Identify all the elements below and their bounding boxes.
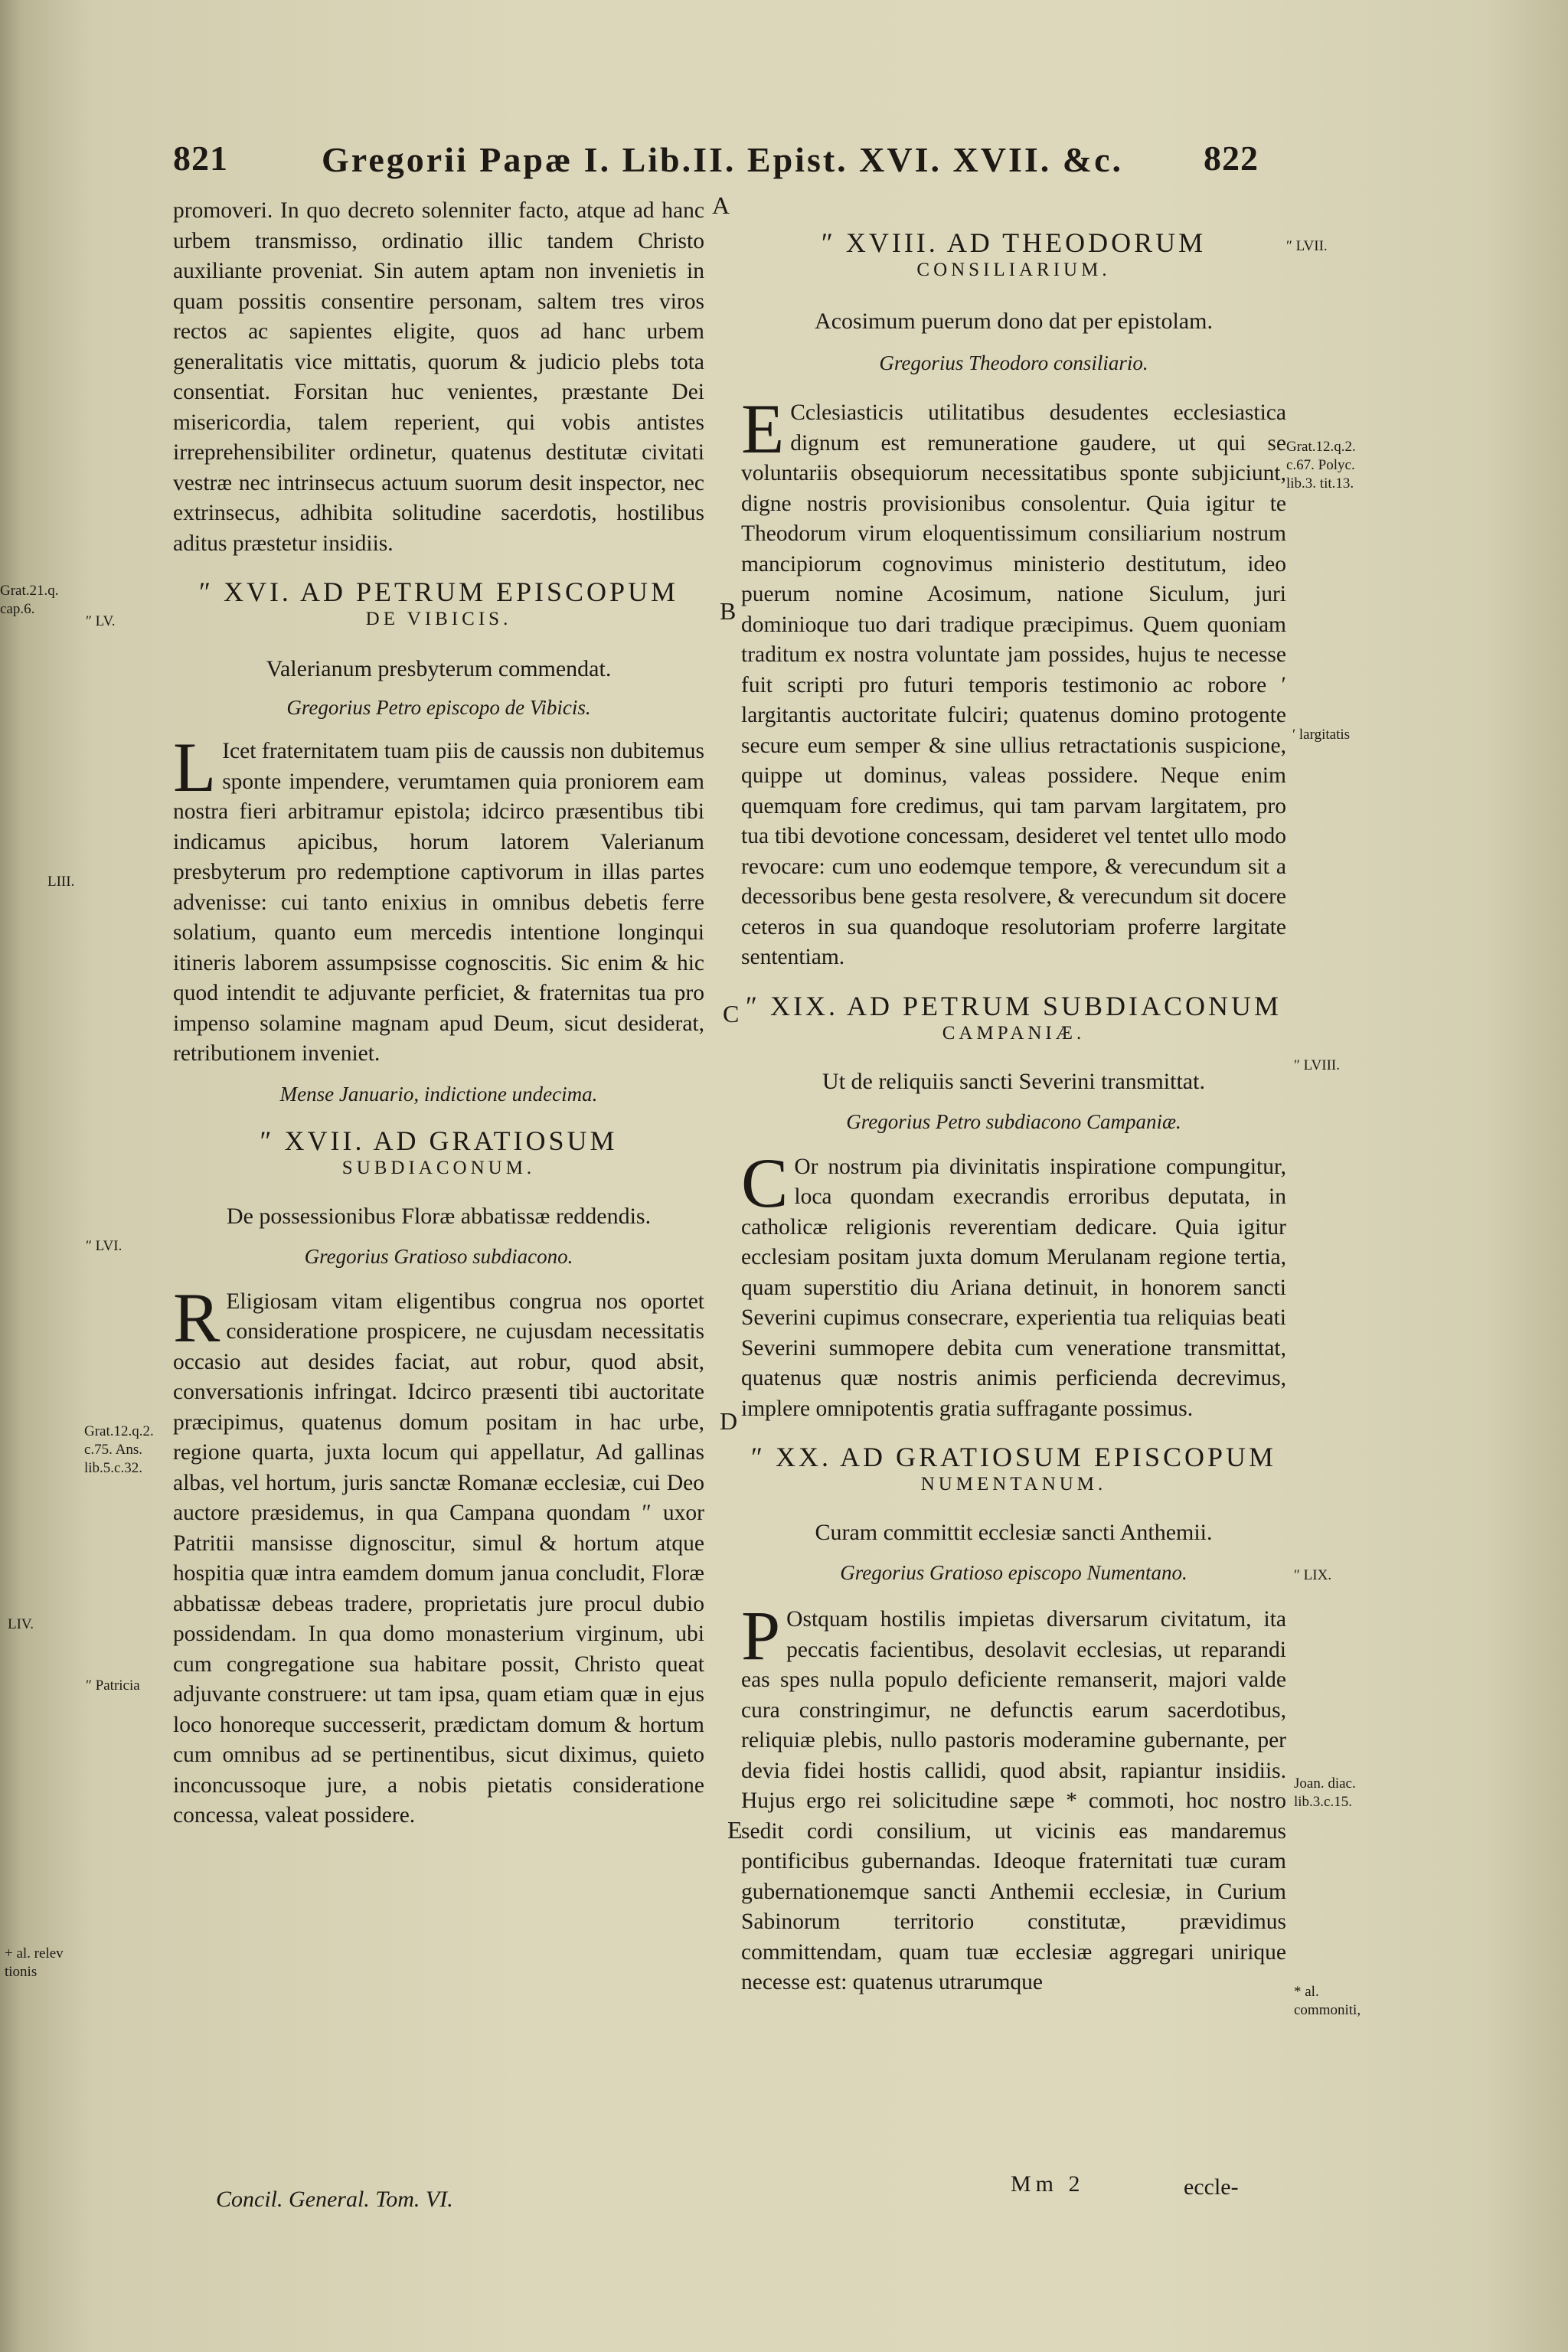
epistle-18-summary: Acosimum puerum dono dat per epistolam.	[815, 309, 1213, 334]
margin-note-liii: LIII.	[47, 874, 75, 890]
epistle-19-summary: Ut de reliquiis sancti Severini transmittat.	[822, 1068, 1205, 1094]
footer-signature: Concil. General. Tom. VI.	[216, 2187, 453, 2212]
epistle-19-subtitle: CAMPANIÆ.	[942, 1022, 1086, 1044]
margin-note-al-relev: + al. relev tionis	[5, 1945, 64, 1980]
epistle-16-body	[173, 728, 704, 1070]
running-title: Gregorii Papæ I. Lib.II. Epist. XVI. XVII. &c.	[322, 140, 1123, 179]
left-column	[173, 196, 704, 1831]
margin-note-lvii: ″ LVII.	[1286, 238, 1328, 254]
margin-note-grat-12-left: Grat.12.q.2. c.75. Ans. lib.5.c.32.	[84, 1423, 154, 1476]
epistle-19-salutation: Gregorius Petro subdiacono Campaniæ.	[846, 1109, 1181, 1133]
section-letter-b: B	[720, 597, 737, 625]
margin-note-lviii: ″ LVIII.	[1294, 1057, 1340, 1073]
epistle-20-body	[741, 1596, 1286, 1998]
epistle-17-title: ″ XVII. AD GRATIOSUM	[260, 1125, 618, 1156]
section-letter-a: A	[712, 191, 730, 219]
epistle-17-body	[173, 1278, 704, 1831]
epistle-17-salutation: Gregorius Gratioso subdiacono.	[304, 1244, 573, 1268]
epistle-19-title: ″ XIX. AD PETRUM SUBDIACONUM	[745, 990, 1282, 1021]
margin-note-grat-21: Grat.21.q. cap.6.	[0, 583, 59, 617]
epistle-19-text: Or nostrum pia divinitatis inspiratione compungitur, loca quondam execrandis erroribus deputata, in catholicæ religionis reverentiam dedicare. Quia igitur ecclesiam positam juxta domum Merulanam regione tertia, quam superstitio diu Ariana detinuit, in honorem sancti Severini cupimus consecrare, experientia tua reliquias beati Severini summopere debita cum veneratione transmittat, quatenus quæ nostris animis perficienda decrevimus, implere omnipotentis gratia suffragante possimus.	[741, 1154, 1286, 1421]
margin-note-lv: ″ LV.	[86, 613, 116, 629]
dropcap-e: E	[741, 390, 785, 468]
epistle-16-summary: Valerianum presbyterum commendat.	[266, 656, 612, 681]
page-number-right: 822	[1204, 139, 1259, 178]
margin-note-lix: ″ LIX.	[1294, 1567, 1332, 1583]
epistle-20-salutation: Gregorius Gratioso episcopo Numentano.	[840, 1561, 1187, 1584]
epistle-18-title: ″ XVIII. AD THEODORUM	[821, 227, 1207, 258]
epistle-19-body	[741, 1143, 1286, 1425]
footer-sheet-mark: Mm 2	[1011, 2171, 1085, 2197]
margin-note-al-commoniti: * al. commoniti,	[1294, 1984, 1361, 2018]
margin-note-liv: LIV.	[8, 1616, 34, 1632]
epistle-20-subtitle: NUMENTANUM.	[920, 1474, 1107, 1494]
section-letter-d: D	[720, 1407, 738, 1435]
epistle-20-text: Ostquam hostilis impietas diversarum civitatum, ita peccatis facientibus, desolavit ecclesias, ut reparandi eas spes nulla populo deficiente remanserit, majori valde cura constringimur, ne defunctis earum sacerdotibus, reliquiæ plebis, nullo pastoris moderamine gubernante, per devia fidei hostis callidi, quod absit, rapiantur insidiis. Hujus ergo rei solicitudine sæpe * commoti, hoc nostro sedit cordi consilium, ut vicinis eas mandaremus pontificibus gubernandas. Ideoque fraternitati tuæ curam gubernationemque sancti Anthemii ecclesiæ, in Curium Sabinorum territorio constitutæ, prævidimus committendam, quam tuæ ecclesiæ aggregari unirique necesse est: quatenus utrarumque	[741, 1607, 1286, 1994]
epistle-18-salutation: Gregorius Theodoro consiliario.	[879, 351, 1148, 374]
section-letter-e: E	[727, 1816, 743, 1844]
running-header	[0, 138, 1568, 191]
epistle-18-text: Cclesiasticis utilitatibus desudentes ecclesiastica dignum est remuneratione gaudere, ut qui se voluntariis obsequiorum necessitatibus sponte subjiciunt, digne nostris provisionibus consolentur. Quia igitur te Theodorum virum eloquentissimum consiliarium nostrum mancipiorum cognovimus ministerio destitutum, ideo puerum nomine Acosimum, natione Siculum, juri dominioque tuo dari tradique præcipimus. Quem quoniam traditum ex nostra voluntate jam possides, hujus te necesse fuit scripti pro futuri temporis testimonio ac robore ′ largitantis auctoritate fulciri; quatenus domino protogente secure eum semper & sine ullius retractationis suspicione, quippe ut dominus, valeas possidere. Neque enim quemquam fore credimus, qui tam parvam largitatem, pro tua tibi devotione concessam, desideret vel tentet ullo modo revocare: cum uno eodemque tempore, & verecundum sit a decessoribus bene gesta resolvere, & verecundum sit docere ceteros in sua quandoque resolutoriam proferre largitate sententiam.	[741, 400, 1286, 969]
epistle-16-title: ″ XVI. AD PETRUM EPISCOPUM	[198, 577, 679, 607]
epistle-16-text: Icet fraternitatem tuam piis de caussis non dubitemus sponte impendere, verumtamen quia proniorem eam nostra fieri arbitramur epistola; idcirco præsentibus tibi indicamus apicibus, horum latorem Valerianum presbyterum pro redemptione captivorum in illas partes advenisse: cui tanto enixius in omnibus debetis ferre solatium, quanto eum mercedis intentione longinqui itineris laborem assumpsisse cognoscitis. Sic enim & hic quod intendit te adjuvante perficiet, & fraternitas tua pro impenso solamine magnam apud Deum, sicut desiderat, retributionem inveniet.	[173, 739, 704, 1066]
epistle-16-salutation: Gregorius Petro episcopo de Vibicis.	[286, 696, 591, 719]
section-letter-c: C	[723, 1000, 740, 1027]
margin-note-grat-12-right: Grat.12.q.2. c.67. Polyc. lib.3. tit.13.	[1286, 439, 1356, 492]
dropcap-c: C	[741, 1143, 789, 1222]
right-column	[741, 227, 1286, 1998]
epistle-18-body	[741, 390, 1286, 973]
epistle-20-summary: Curam committit ecclesiæ sancti Anthemii.	[815, 1520, 1213, 1545]
dropcap-r: R	[173, 1278, 220, 1357]
footer-catchword: eccle-	[1184, 2174, 1239, 2200]
epistle-17-text: Eligiosam vitam eligentibus congrua nos oportet consideratione prospicere, ne cujusdam necessitatis occasio aut desides faciat, aut robur, quod absit, conversationis infringat. Idcirco præsenti tibi auctoritate præcipimus, quatenus domum positam in hac urbe, regione quarta, juxta locum qui appellatur, Ad gallinas albas, vel hortum, juris sanctæ Romanæ ecclesiæ, cui Deo auctore præsidemus, in qua Campana quondam ″ uxor Patritii mansisse dignoscitur, simul & hortum atque hospitia quæ intra eamdem domum janua concludit, Floræ abbatissæ debeas tradere, proprietatis jure procul dubio possidendam. In qua domo monasterium virginum, ubi cum congregatione sua habitare possit, Christo queat adjuvante construere: ut tam ipsa, quam etiam quæ in ejus loco honoreque successerit, prædictam domum & hortum cum omnibus ad se pertinentibus, sicut diximus, quieto inconcussoque jure, a nobis pietatis consideratione concessa, valeat possidere.	[173, 1289, 704, 1828]
epistle-20-title: ″ XX. AD GRATIOSUM EPISCOPUM	[750, 1442, 1277, 1472]
epistle-18-subtitle: CONSILIARIUM.	[916, 260, 1111, 280]
epistle-17-subtitle: SUBDIACONUM.	[341, 1157, 536, 1178]
epistle-17-summary: De possessionibus Floræ abbatissæ reddendis.	[226, 1203, 652, 1229]
margin-note-joan-diac: Joan. diac. lib.3.c.15.	[1294, 1775, 1356, 1810]
page-number-left: 821	[173, 139, 228, 178]
continued-text: promoveri. In quo decreto solenniter facto, atque ad hanc urbem transmisso, ordinatio illic tandem Christo auxiliante proveniat. Sin autem aptam non invenietis in quam possitis consentire personam, saltem tres viros rectos ac sapientes eligite, quos ad hanc urbem generalitatis vice mittatis, quorum & judicio plebs tota consentiat. Forsitan huc venientes, præstante Dei misericordia, talem reperient, qui vobis antistes irreprehensibiliter ordinetur, quatenus destitutæ civitati vestræ nec intrinsecus actuum suorum desit inspector, nec extrinsecus, adhibita solitudine sacerdotis, hostilibus aditus præstetur insidiis.	[173, 198, 704, 556]
margin-note-lvi: ″ LVI.	[86, 1238, 122, 1254]
dropcap-p: P	[741, 1596, 781, 1674]
epistle-16-date: Mense Januario, indictione undecima.	[279, 1082, 598, 1106]
dropcap-l: L	[173, 728, 217, 806]
margin-note-patricia: ″ Patricia	[86, 1677, 140, 1694]
epistle-16-subtitle: DE VIBICIS.	[365, 609, 512, 629]
margin-note-largitatis: ′ largitatis	[1292, 727, 1351, 743]
